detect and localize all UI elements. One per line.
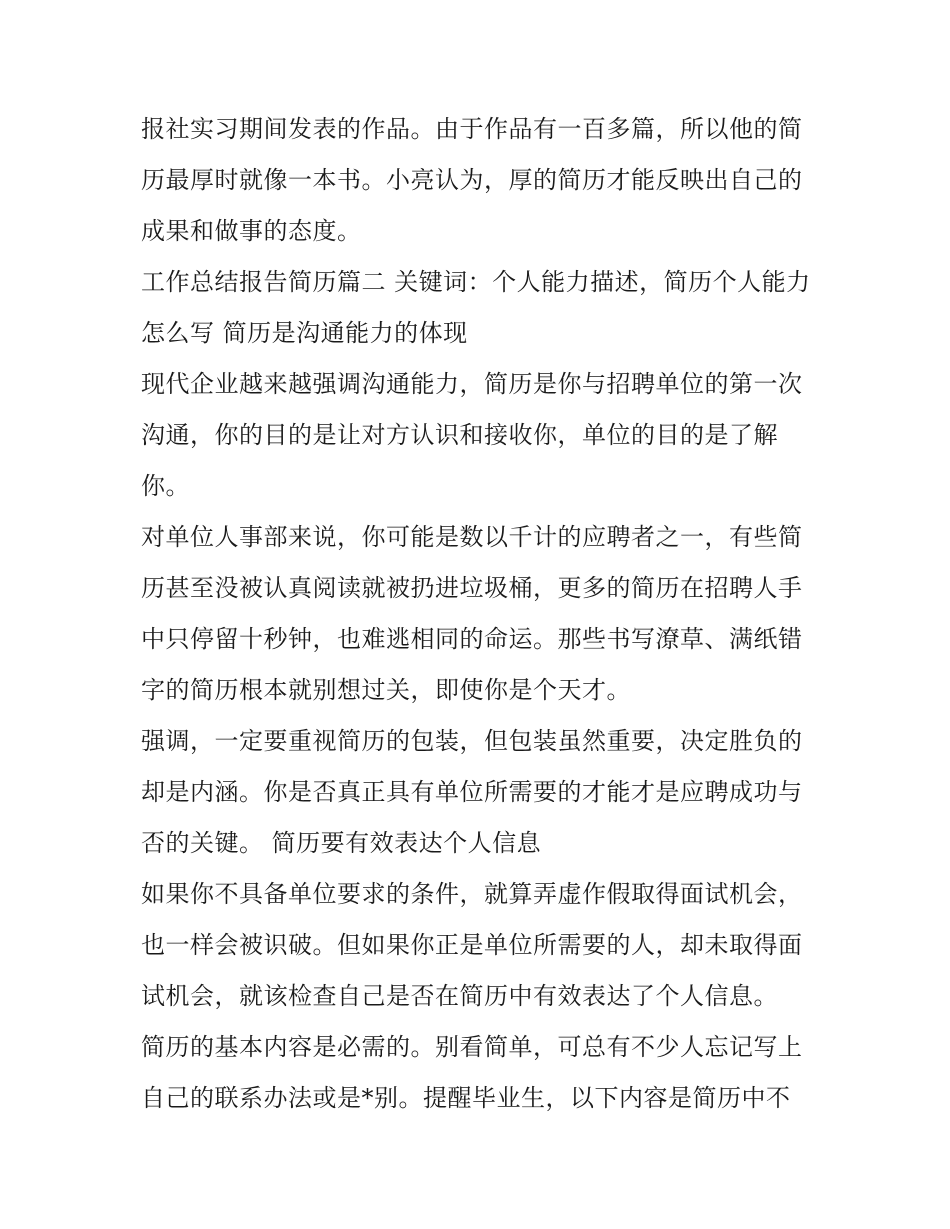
paragraph-5: 强调，一定要重视简历的包装，但包装虽然重要，决定胜负的却是内涵。你是否真正具有单位所需要的才能才是应聘成功与否的关键。 简历要有效表达个人信息: [141, 727, 803, 857]
paragraph-7: 简历的基本内容是必需的。别看简单，可总有不少人忘记写上自己的联系办法或是*别。提醒毕业生，以下内容是简历中不: [141, 1033, 803, 1112]
paragraph-6: 如果你不具备单位要求的条件，就算弄虚作假取得面试机会，也一样会被识破。但如果你正是单位所需要的人，却未取得面试机会，就该检查自己是否在简历中有效表达了个人信息。: [141, 880, 803, 1010]
paragraph-4: 对单位人事部来说，你可能是数以千计的应聘者之一，有些简历甚至没被认真阅读就被扔进垃圾桶，更多的简历在招聘人手中只停留十秒钟，也难逃相同的命运。那些书写潦草、满纸错字的简历根本就别想过关，即使你是个天才。: [141, 523, 803, 704]
paragraph-1: 报社实习期间发表的作品。由于作品有一百多篇，所以他的简历最厚时就像一本书。小亮认为，厚的简历才能反映出自己的成果和做事的态度。: [141, 115, 803, 245]
paragraph-2: 工作总结报告简历篇二 关键词：个人能力描述，简历个人能力怎么写 简历是沟通能力的体现: [141, 268, 811, 347]
paragraph-3: 现代企业越来越强调沟通能力，简历是你与招聘单位的第一次沟通，你的目的是让对方认识和接收你，单位的目的是了解你。: [141, 370, 803, 500]
document-body: [141, 104, 821, 1124]
